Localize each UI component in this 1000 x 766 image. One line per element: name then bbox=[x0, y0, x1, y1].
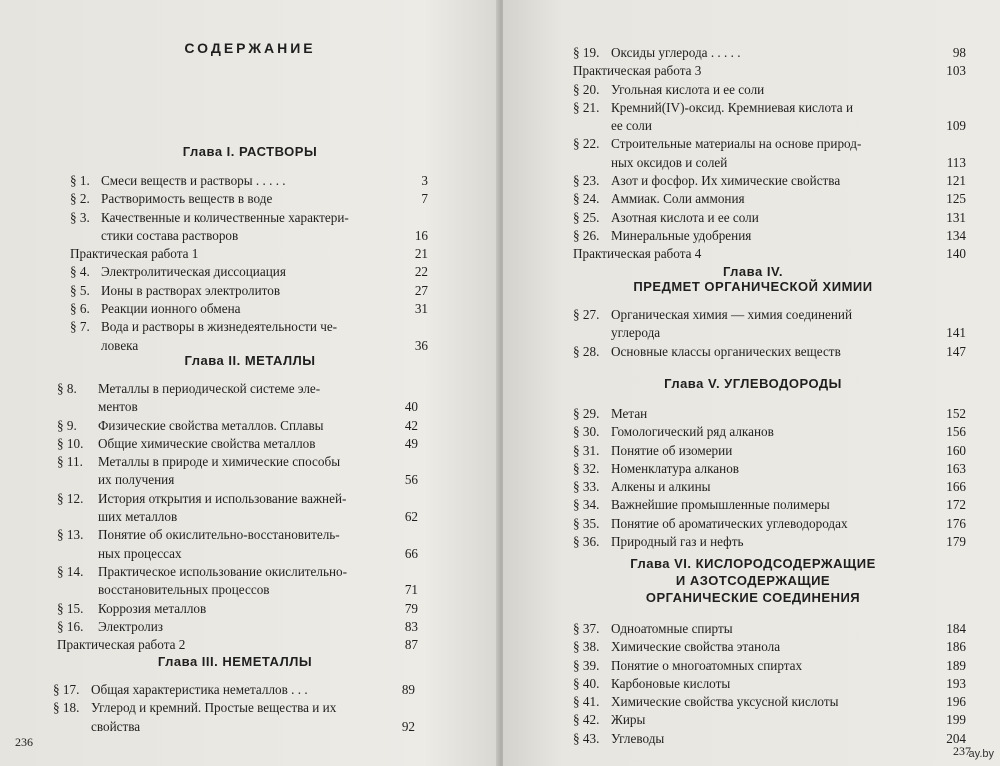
entry-title: восстановительных процессов bbox=[98, 582, 270, 598]
chapter-3-continued-list bbox=[573, 44, 966, 264]
section-number: § 5. bbox=[70, 282, 90, 298]
page-number: 3 bbox=[421, 173, 428, 188]
page-number: 21 bbox=[414, 246, 428, 262]
entry-title: Качественные и количественные характери- bbox=[101, 209, 349, 225]
entry-title: Азотная кислота и ее соли bbox=[611, 209, 759, 225]
page-number: 98 bbox=[952, 45, 966, 60]
entry-title: Смеси веществ и растворы . . . . . bbox=[101, 173, 286, 188]
toc-entry bbox=[573, 675, 966, 693]
toc-entry bbox=[573, 172, 966, 190]
page-number: 113 bbox=[946, 154, 966, 170]
toc-entry bbox=[57, 471, 418, 489]
toc-entry bbox=[57, 563, 418, 581]
entry-title: Практическая работа 3 bbox=[573, 63, 702, 79]
page-number: 125 bbox=[946, 191, 966, 207]
toc-entry bbox=[573, 190, 966, 208]
entry-title: Алкены и алкины bbox=[611, 479, 711, 495]
section-number: § 12. bbox=[57, 490, 84, 506]
toc-entry bbox=[53, 681, 415, 699]
toc-entry bbox=[57, 453, 418, 471]
chapter-1-heading: Глава I. РАСТВОРЫ bbox=[182, 144, 318, 159]
section-number: § 31. bbox=[573, 442, 600, 458]
page-number: 16 bbox=[414, 227, 428, 243]
entry-title: Практическая работа 2 bbox=[57, 637, 186, 653]
page-number: 199 bbox=[946, 712, 966, 728]
toc-entry bbox=[57, 581, 418, 599]
toc-entry bbox=[573, 135, 966, 153]
section-number: § 13. bbox=[57, 527, 84, 543]
entry-title: Химические свойства уксусной кислоты bbox=[611, 694, 839, 710]
entry-title: Оксиды углерода . . . . . bbox=[611, 45, 741, 60]
entry-title: ных процессах bbox=[98, 545, 182, 561]
section-number: § 24. bbox=[573, 191, 600, 207]
entry-title: Углерод и кремний. Простые вещества и их bbox=[91, 700, 337, 716]
chapter-5-heading: Глава V. УГЛЕВОДОРОДЫ bbox=[664, 376, 842, 391]
toc-entry bbox=[573, 117, 966, 135]
section-number: § 26. bbox=[573, 227, 600, 243]
page-number: 87 bbox=[404, 637, 418, 653]
toc-entry bbox=[70, 282, 428, 300]
page-number: 92 bbox=[401, 718, 415, 734]
section-number: § 42. bbox=[573, 712, 600, 728]
entry-title: ших металлов bbox=[98, 509, 178, 525]
entry-title: ментов bbox=[98, 399, 138, 415]
entry-title: Карбоновые кислоты bbox=[611, 675, 731, 691]
toc-entry bbox=[573, 405, 966, 423]
entry-title: Понятие о многоатомных спиртах bbox=[611, 657, 803, 673]
section-number: § 9. bbox=[57, 417, 77, 433]
page-number: 179 bbox=[946, 534, 966, 550]
page-number: 189 bbox=[946, 657, 966, 673]
page-number: 79 bbox=[404, 600, 418, 616]
toc-entry bbox=[573, 423, 966, 441]
section-number: § 43. bbox=[573, 730, 600, 746]
chapter-6-list bbox=[573, 620, 966, 748]
section-number: § 17. bbox=[53, 682, 80, 697]
page-number: 172 bbox=[946, 497, 966, 513]
section-number: § 38. bbox=[573, 639, 600, 655]
section-number: § 2. bbox=[70, 191, 90, 207]
toc-entry bbox=[57, 435, 418, 453]
toc-entry bbox=[573, 730, 966, 748]
section-number: § 7. bbox=[70, 319, 90, 335]
toc-entry bbox=[573, 496, 966, 514]
toc-entry bbox=[57, 380, 418, 398]
chapter-4-heading: Глава IV. ПРЕДМЕТ ОРГАНИЧЕСКОЙ ХИМИИ bbox=[633, 264, 873, 294]
toc-entry bbox=[573, 343, 966, 361]
entry-title: ных оксидов и солей bbox=[611, 154, 728, 170]
toc-entry bbox=[573, 638, 966, 656]
section-number: § 41. bbox=[573, 694, 600, 710]
entry-title: свойства bbox=[91, 718, 141, 734]
toc-entry bbox=[70, 227, 428, 245]
toc-entry bbox=[57, 417, 418, 435]
page-number: 7 bbox=[421, 191, 428, 207]
entry-title: Метан bbox=[611, 406, 648, 421]
section-number: § 35. bbox=[573, 515, 600, 531]
toc-entry bbox=[57, 636, 418, 654]
entry-title: Вода и растворы в жизнедеятельности че- bbox=[101, 319, 338, 335]
section-number: § 40. bbox=[573, 675, 600, 691]
entry-title: Аммиак. Соли аммония bbox=[611, 191, 745, 207]
page-number: 196 bbox=[946, 694, 966, 710]
entry-title: История открытия и использование важней- bbox=[98, 490, 347, 506]
page-number-left: 236 bbox=[15, 735, 33, 749]
entry-title: Жиры bbox=[611, 712, 646, 728]
entry-title: Реакции ионного обмена bbox=[101, 301, 241, 317]
entry-title: Строительные материалы на основе природ- bbox=[611, 136, 862, 152]
section-number: § 28. bbox=[573, 343, 600, 359]
toc-entry bbox=[70, 245, 428, 263]
toc-entry bbox=[573, 442, 966, 460]
toc-entry bbox=[573, 62, 966, 80]
toc-entry bbox=[573, 209, 966, 227]
entry-title: углерода bbox=[611, 325, 661, 341]
toc-entry bbox=[57, 508, 418, 526]
section-number: § 14. bbox=[57, 563, 84, 579]
section-number: § 29. bbox=[573, 406, 600, 421]
page-number: 156 bbox=[946, 424, 966, 440]
toc-entry bbox=[53, 718, 415, 736]
toc-entry bbox=[57, 618, 418, 636]
entry-title: Основные классы органических веществ bbox=[611, 343, 841, 359]
entry-title: Электролиз bbox=[98, 618, 163, 634]
chapter-3-heading: Глава III. НЕМЕТАЛЛЫ bbox=[157, 654, 313, 669]
page-number: 56 bbox=[404, 472, 418, 488]
entry-title: Ионы в растворах электролитов bbox=[101, 282, 281, 298]
entry-title: Химические свойства этанола bbox=[611, 639, 781, 655]
toc-entry bbox=[70, 318, 428, 336]
entry-title: Номенклатура алканов bbox=[611, 460, 740, 476]
section-number: § 19. bbox=[573, 45, 600, 60]
watermark: ay.by bbox=[968, 748, 994, 760]
page-number: 121 bbox=[946, 173, 966, 189]
section-number: § 39. bbox=[573, 657, 600, 673]
toc-entry bbox=[573, 657, 966, 675]
entry-title: Азот и фосфор. Их химические свойства bbox=[611, 173, 841, 189]
entry-title: Практическое использование окислительно- bbox=[98, 563, 348, 579]
page-number: 152 bbox=[946, 406, 966, 421]
toc-entry bbox=[70, 300, 428, 318]
section-number: § 6. bbox=[70, 301, 90, 317]
toc-entry bbox=[573, 460, 966, 478]
page-number: 27 bbox=[414, 282, 428, 298]
page-number: 109 bbox=[946, 118, 966, 134]
entry-title: Одноатомные спирты bbox=[611, 621, 733, 636]
chapter-1-list bbox=[70, 172, 428, 355]
entry-title: Понятие об окислительно-восстановитель- bbox=[98, 527, 340, 543]
section-number: § 25. bbox=[573, 209, 600, 225]
entry-title: Угольная кислота и ее соли bbox=[611, 81, 765, 97]
toc-entry bbox=[57, 545, 418, 563]
section-number: § 37. bbox=[573, 621, 600, 636]
entry-title: стики состава растворов bbox=[101, 227, 239, 243]
page-number: 49 bbox=[404, 435, 418, 451]
entry-title: Органическая химия — химия соединений bbox=[611, 307, 853, 322]
page-number: 131 bbox=[946, 209, 966, 225]
entry-title: Физические свойства металлов. Сплавы bbox=[98, 417, 324, 433]
toc-entry bbox=[70, 172, 428, 190]
page-number: 71 bbox=[404, 582, 418, 598]
toc-entry bbox=[53, 699, 415, 717]
page-number: 31 bbox=[414, 301, 428, 317]
chapter-4-list bbox=[573, 306, 966, 361]
page-number: 186 bbox=[946, 639, 966, 655]
page-number: 40 bbox=[404, 399, 418, 415]
page-number: 83 bbox=[404, 618, 418, 634]
section-number: § 18. bbox=[53, 700, 80, 716]
entry-title: их получения bbox=[98, 472, 175, 488]
entry-title: Металлы в природе и химические способы bbox=[98, 454, 341, 470]
entry-title: ее соли bbox=[611, 118, 652, 134]
section-number: § 34. bbox=[573, 497, 600, 513]
toc-entry bbox=[70, 263, 428, 281]
page-number: 163 bbox=[946, 460, 966, 476]
section-number: § 21. bbox=[573, 99, 600, 115]
page-number-right: 237 bbox=[953, 744, 971, 758]
entry-title: Коррозия металлов bbox=[98, 600, 207, 616]
section-number: § 22. bbox=[573, 136, 600, 152]
entry-title: Практическая работа 1 bbox=[70, 246, 199, 262]
toc-entry bbox=[573, 227, 966, 245]
entry-title: Общая характеристика неметаллов . . . bbox=[91, 682, 308, 697]
entry-title: Природный газ и нефть bbox=[611, 534, 744, 550]
toc-entry bbox=[573, 693, 966, 711]
entry-title: Общие химические свойства металлов bbox=[98, 435, 316, 451]
section-number: § 11. bbox=[57, 454, 83, 470]
entry-title: Электролитическая диссоциация bbox=[101, 264, 286, 280]
entry-title: Кремний(IV)-оксид. Кремниевая кислота и bbox=[611, 99, 854, 115]
section-number: § 27. bbox=[573, 307, 600, 322]
toc-entry bbox=[573, 533, 966, 551]
section-number: § 30. bbox=[573, 424, 600, 440]
page-number: 147 bbox=[946, 343, 966, 359]
toc-entry bbox=[573, 81, 966, 99]
section-number: § 8. bbox=[57, 381, 77, 396]
toc-entry bbox=[70, 209, 428, 227]
toc-entry bbox=[57, 490, 418, 508]
page-number: 36 bbox=[414, 337, 428, 353]
toc-entry bbox=[573, 154, 966, 172]
section-number: § 23. bbox=[573, 173, 600, 189]
entry-title: Практическая работа 4 bbox=[573, 246, 702, 262]
entry-title: Важнейшие промышленные полимеры bbox=[611, 497, 830, 513]
right-page bbox=[503, 0, 1000, 766]
page-number: 184 bbox=[946, 621, 966, 636]
section-number: § 4. bbox=[70, 264, 90, 280]
section-number: § 1. bbox=[70, 173, 90, 188]
toc-entry bbox=[573, 245, 966, 263]
page-number: 134 bbox=[946, 227, 966, 243]
toc-entry bbox=[57, 398, 418, 416]
entry-title: Растворимость веществ в воде bbox=[101, 191, 273, 207]
section-number: § 3. bbox=[70, 209, 90, 225]
page-number: 62 bbox=[404, 509, 418, 525]
chapter-2-list bbox=[57, 380, 418, 654]
page-number: 42 bbox=[404, 417, 418, 433]
page-number: 193 bbox=[946, 675, 966, 691]
section-number: § 33. bbox=[573, 479, 600, 495]
page-number: 176 bbox=[946, 515, 966, 531]
entry-title: Углеводы bbox=[611, 730, 665, 746]
chapter-2-heading: Глава II. МЕТАЛЛЫ bbox=[184, 353, 316, 368]
section-number: § 16. bbox=[57, 618, 84, 634]
chapter-5-list bbox=[573, 405, 966, 551]
toc-entry bbox=[573, 44, 966, 62]
page-number: 66 bbox=[404, 545, 418, 561]
page-number: 204 bbox=[946, 730, 966, 746]
page-number: 89 bbox=[401, 682, 415, 697]
page-number: 22 bbox=[414, 264, 428, 280]
section-number: § 32. bbox=[573, 460, 600, 476]
entry-title: Минеральные удобрения bbox=[611, 227, 752, 243]
chapter-6-heading: Глава VI. КИСЛОРОДСОДЕРЖАЩИЕ И АЗОТСОДЕРЖАЩИЕ ОРГАНИЧЕСКИЕ СОЕДИНЕНИЯ bbox=[630, 556, 876, 605]
chapter-3-list bbox=[53, 681, 415, 736]
page-number: 166 bbox=[946, 479, 966, 495]
toc-entry bbox=[573, 515, 966, 533]
toc-entry bbox=[70, 190, 428, 208]
entry-title: Понятие об ароматических углеводородах bbox=[611, 515, 848, 531]
page-number: 140 bbox=[946, 246, 966, 262]
section-number: § 36. bbox=[573, 534, 600, 550]
contents-title: СОДЕРЖАНИЕ bbox=[184, 40, 316, 56]
page-number: 103 bbox=[946, 63, 966, 79]
entry-title: ловека bbox=[101, 337, 139, 353]
section-number: § 10. bbox=[57, 435, 84, 451]
toc-entry bbox=[57, 526, 418, 544]
entry-title: Гомологический ряд алканов bbox=[611, 424, 774, 440]
entry-title: Понятие об изомерии bbox=[611, 442, 733, 458]
section-number: § 15. bbox=[57, 600, 84, 616]
toc-entry bbox=[573, 478, 966, 496]
toc-entry bbox=[573, 99, 966, 117]
page-number: 141 bbox=[946, 325, 966, 341]
toc-entry bbox=[573, 620, 966, 638]
toc-entry bbox=[573, 306, 966, 324]
toc-entry bbox=[57, 600, 418, 618]
page-number: 160 bbox=[946, 442, 966, 458]
entry-title: Металлы в периодической системе эле- bbox=[98, 381, 321, 396]
section-number: § 20. bbox=[573, 81, 600, 97]
toc-entry bbox=[573, 324, 966, 342]
toc-entry bbox=[573, 711, 966, 729]
